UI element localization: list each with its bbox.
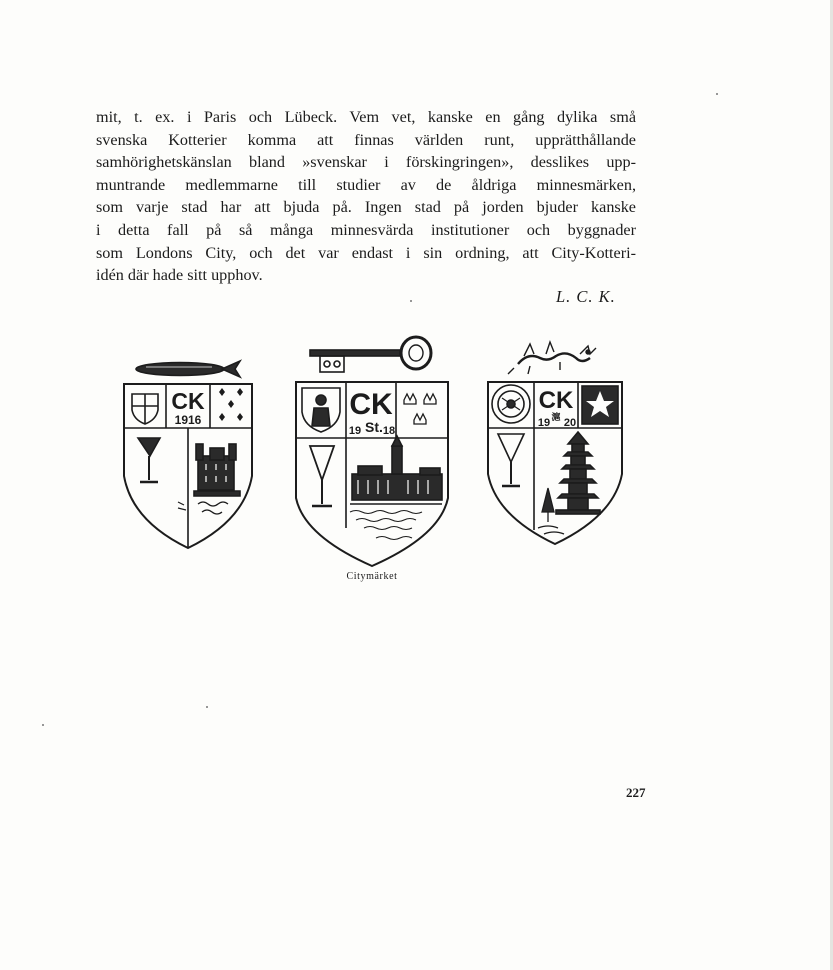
text-line: som Londons City, och det var endast i sin ordning, att City-Kotteri- bbox=[96, 243, 636, 262]
seal-icon bbox=[492, 385, 530, 423]
emblem-mark: 滬 bbox=[551, 412, 561, 422]
emblem-caption: Citymärket bbox=[346, 571, 398, 582]
text-line: samhörighetskänslan bland »svenskar i förskingringen», desslikes upp- bbox=[96, 153, 636, 172]
body-text bbox=[96, 106, 636, 287]
print-speck bbox=[42, 724, 44, 726]
emblem-letters: CK bbox=[171, 388, 205, 414]
text-line: svenska Kotterier komma att finnas världen runt, upprätthållande bbox=[96, 130, 636, 149]
wine-glass-icon bbox=[310, 446, 334, 506]
emblem-letters: CK bbox=[538, 387, 574, 414]
fish-icon bbox=[136, 361, 240, 377]
page-number: 227 bbox=[626, 785, 646, 800]
saint-shield-icon bbox=[302, 388, 340, 432]
emblem-year-left: 19 bbox=[348, 425, 362, 437]
key-icon bbox=[310, 337, 431, 372]
print-speck bbox=[410, 300, 412, 302]
crosses-icon bbox=[219, 388, 243, 421]
print-speck bbox=[206, 706, 208, 708]
print-speck bbox=[716, 93, 718, 95]
text-line: mit, t. ex. i Paris och Lübeck. Vem vet, kanske en gång dylika små bbox=[96, 108, 636, 126]
emblem-left bbox=[116, 356, 260, 552]
tower-of-london-icon bbox=[194, 444, 240, 496]
pagoda-icon bbox=[556, 432, 600, 514]
emblem-letters: CK bbox=[349, 388, 393, 421]
emblem-right bbox=[484, 334, 628, 546]
text-line: muntrande medlemmarne till studier av de åldriga minnesmärken, bbox=[96, 175, 636, 194]
emblem-year-left: 19 bbox=[537, 417, 551, 429]
cross-shield-icon bbox=[132, 394, 158, 424]
emblem-year-right: 20 bbox=[563, 417, 577, 429]
star-icon bbox=[582, 386, 618, 424]
text-line: i detta fall på så många minnesvärda institutioner och byggnader bbox=[96, 220, 636, 239]
water-icon bbox=[350, 504, 442, 540]
emblem-center bbox=[292, 328, 454, 568]
cocktail-glass-icon bbox=[498, 434, 524, 486]
emblem-year: 1916 bbox=[174, 413, 202, 427]
three-crowns-icon bbox=[404, 394, 436, 424]
dragon-icon bbox=[508, 342, 596, 374]
emblem-year-right: 18 bbox=[382, 425, 396, 437]
text-line: som varje stad har att bjuda på. Ingen stad på jorden bjuder kanske bbox=[96, 198, 636, 217]
signature: L. C. K. bbox=[556, 287, 616, 306]
text-line: idén där hade sitt upphov. bbox=[96, 266, 263, 285]
emblem-year-mid: St. bbox=[365, 419, 383, 435]
goblet-icon bbox=[138, 438, 160, 482]
